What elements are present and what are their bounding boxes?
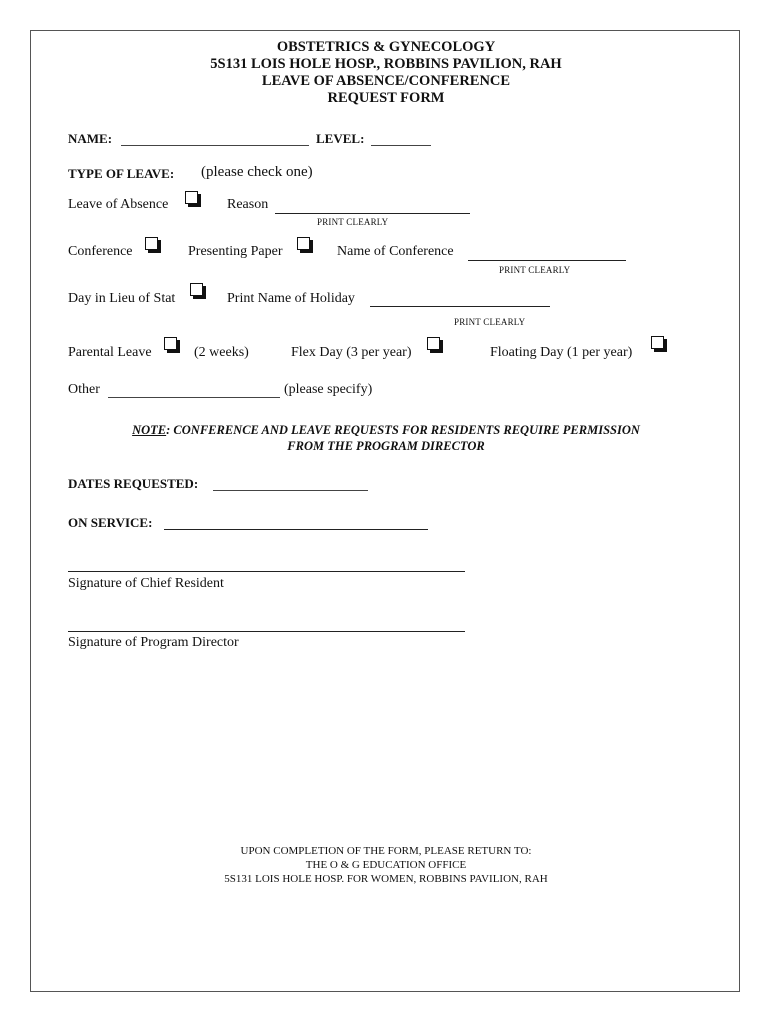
on-service-label: ON SERVICE:	[68, 515, 153, 530]
type-of-leave-label: TYPE OF LEAVE:	[68, 166, 175, 181]
parental-leave-label: Parental Leave	[68, 345, 152, 360]
chief-resident-signature-label: Signature of Chief Resident	[68, 576, 224, 591]
reason-label: Reason	[227, 197, 269, 212]
form-page	[30, 30, 740, 992]
conference-label: Conference	[68, 244, 133, 259]
leave-of-absence-checkbox[interactable]	[185, 191, 198, 204]
on-service-field[interactable]	[164, 529, 428, 530]
parental-leave-duration: (2 weeks)	[194, 345, 249, 360]
type-of-leave-hint: (please check one)	[201, 164, 313, 180]
leave-of-absence-label: Leave of Absence	[68, 197, 169, 212]
floating-day-label: Floating Day (1 per year)	[490, 345, 633, 360]
note-text-1: : CONFERENCE AND LEAVE REQUESTS FOR RESIDENTS REQUIRE PERMISSION	[166, 423, 640, 437]
level-field[interactable]	[371, 145, 431, 146]
conference-print-clearly: PRINT CLEARLY	[499, 265, 571, 275]
floating-day-checkbox[interactable]	[651, 336, 664, 349]
header-form-type: LEAVE OF ABSENCE/CONFERENCE	[261, 73, 511, 89]
note-label: NOTE	[132, 423, 167, 437]
other-please-specify: (please specify)	[284, 382, 373, 397]
name-of-conference-label: Name of Conference	[337, 244, 454, 259]
day-in-lieu-label: Day in Lieu of Stat	[68, 291, 176, 306]
presenting-paper-checkbox[interactable]	[297, 237, 310, 250]
dates-requested-label: DATES REQUESTED:	[68, 476, 199, 491]
footer-address: 5S131 LOIS HOLE HOSP. FOR WOMEN, ROBBINS PAVILION, RAH	[224, 873, 548, 885]
reason-field[interactable]	[275, 213, 470, 214]
footer-return-instruction: UPON COMPLETION OF THE FORM, PLEASE RETURN TO:	[240, 845, 532, 857]
header-title: OBSTETRICS & GYNECOLOGY	[276, 39, 496, 55]
note-line-2: FROM THE PROGRAM DIRECTOR	[287, 439, 485, 453]
holiday-print-clearly: PRINT CLEARLY	[454, 317, 526, 327]
header-address: 5S131 LOIS HOLE HOSP., ROBBINS PAVILION, RAH	[210, 56, 562, 72]
dates-requested-field[interactable]	[213, 490, 368, 491]
other-label: Other	[68, 382, 100, 397]
flex-day-checkbox[interactable]	[427, 337, 440, 350]
program-director-signature-line[interactable]	[68, 631, 465, 632]
parental-leave-checkbox[interactable]	[164, 337, 177, 350]
chief-resident-signature-line[interactable]	[68, 571, 465, 572]
header-form-name: REQUEST FORM	[327, 90, 445, 106]
conference-name-field[interactable]	[468, 260, 626, 261]
program-director-signature-label: Signature of Program Director	[68, 635, 239, 650]
name-label: NAME:	[68, 131, 113, 146]
other-field[interactable]	[108, 397, 280, 398]
note-line-1	[31, 422, 741, 438]
flex-day-label: Flex Day (3 per year)	[291, 345, 412, 360]
conference-checkbox[interactable]	[145, 237, 158, 250]
name-field[interactable]	[121, 145, 309, 146]
holiday-name-label: Print Name of Holiday	[227, 291, 355, 306]
level-label: LEVEL:	[316, 131, 365, 146]
presenting-paper-label: Presenting Paper	[188, 244, 283, 259]
holiday-name-field[interactable]	[370, 306, 550, 307]
reason-print-clearly: PRINT CLEARLY	[317, 217, 389, 227]
footer-office: THE O & G EDUCATION OFFICE	[305, 859, 467, 871]
day-in-lieu-checkbox[interactable]	[190, 283, 203, 296]
